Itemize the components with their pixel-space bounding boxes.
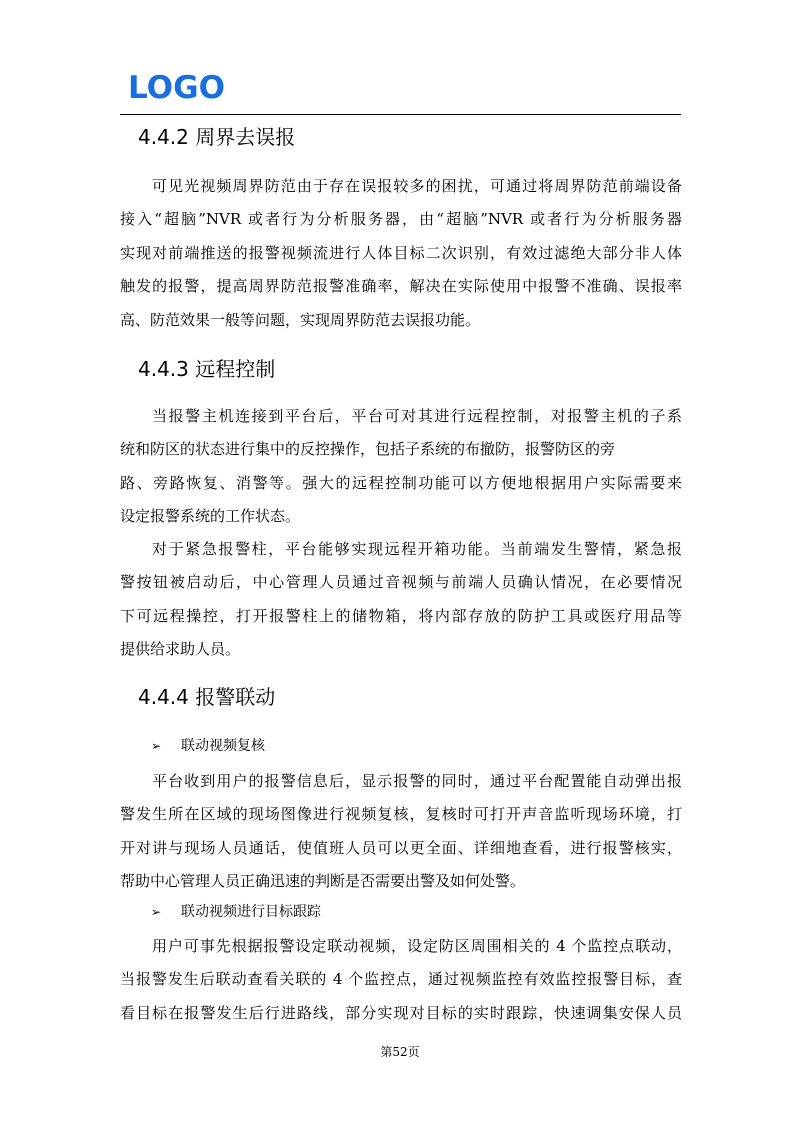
page-number: 第52页 xyxy=(380,1045,420,1059)
bullet-label: 联动视频复核 xyxy=(181,738,265,754)
paragraph-video-review xyxy=(120,765,682,899)
text-line: 路、旁路恢复、消警等。强大的远程控制功能可以方便地根据用户实际需要来 xyxy=(120,473,682,492)
bullet-item-video-review xyxy=(151,734,265,758)
bullet-label: 联动视频进行目标跟踪 xyxy=(181,904,321,920)
text-line: 看目标在报警发生后行进路线，部分实现对目标的实时跟踪，快速调集安保人员 xyxy=(120,1003,682,1022)
paragraph-emergency-column xyxy=(120,533,682,667)
arrowhead-right-icon: ➢ xyxy=(151,739,162,753)
paragraph-remote-control xyxy=(120,400,682,534)
text-line: 当报警发生后联动查看关联的 4 个监控点，通过视频监控有效监控报警目标，查 xyxy=(120,970,682,989)
logo-text: LOGO xyxy=(128,70,225,102)
logo-graphic xyxy=(128,70,226,102)
text-line: 可见光视频周界防范由于存在误报较多的困扰，可通过将周界防范前端设备 xyxy=(152,177,682,195)
text-line: 高、防范效果一般等问题，实现周界防范去误报功能。 xyxy=(120,310,481,329)
text-line: 警按钮被启动后，中心管理人员通过音视频与前端人员确认情况，在必要情况 xyxy=(120,573,682,592)
text-line: 对于紧急报警柱，平台能够实现远程开箱功能。当前端发生警情，紧急报 xyxy=(152,540,682,558)
section-heading-4-4-2: 4.4.2 周界去误报 xyxy=(138,125,296,149)
section-heading-4-4-4: 4.4.4 报警联动 xyxy=(138,685,276,709)
text-line: 当报警主机连接到平台后，平台可对其进行远程控制，对报警主机的子系 xyxy=(152,407,682,425)
text-line: 警发生所在区域的现场图像进行视频复核，复核时可打开声音监听现场环境，打 xyxy=(120,805,682,824)
paragraph-target-tracking xyxy=(120,930,682,1030)
section-heading-4-4-3: 4.4.3 远程控制 xyxy=(138,357,276,381)
text-line: 设定报警系统的工作状态。 xyxy=(120,507,301,526)
text-line: 触发的报警，提高周界防范报警准确率，解决在实际使用中报警不准确、误报率 xyxy=(120,277,682,296)
text-line: 接入“超脑”NVR 或者行为分析服务器，由“超脑”NVR 或者行为分析服务器 xyxy=(120,210,682,229)
text-line: 实现对前端推送的报警视频流进行人体目标二次识别，有效过滤绝大部分非人体 xyxy=(120,243,682,262)
text-line: 平台收到用户的报警信息后，显示报警的同时，通过平台配置能自动弹出报 xyxy=(152,772,682,790)
arrowhead-right-icon: ➢ xyxy=(151,905,162,919)
text-line: 用户可事先根据报警设定联动视频，设定防区周围相关的 4 个监控点联动， xyxy=(152,937,682,955)
paragraph-perimeter xyxy=(120,170,682,337)
header-divider xyxy=(120,114,681,115)
bullet-item-target-tracking xyxy=(151,900,321,924)
text-line: 统和防区的状态进行集中的反控操作，包括子系统的布撤防，报警防区的旁 xyxy=(120,440,616,459)
logo xyxy=(128,70,226,102)
text-line: 下可远程操控，打开报警柱上的储物箱，将内部存放的防护工具或医疗用品等 xyxy=(120,606,682,625)
text-line: 帮助中心管理人员正确迅速的判断是否需要出警及如何处警。 xyxy=(120,872,526,891)
text-line: 开对讲与现场人员通话，使值班人员可以更全面、详细地查看，进行报警核实， xyxy=(120,838,682,857)
text-line: 提供给求助人员。 xyxy=(120,640,241,659)
